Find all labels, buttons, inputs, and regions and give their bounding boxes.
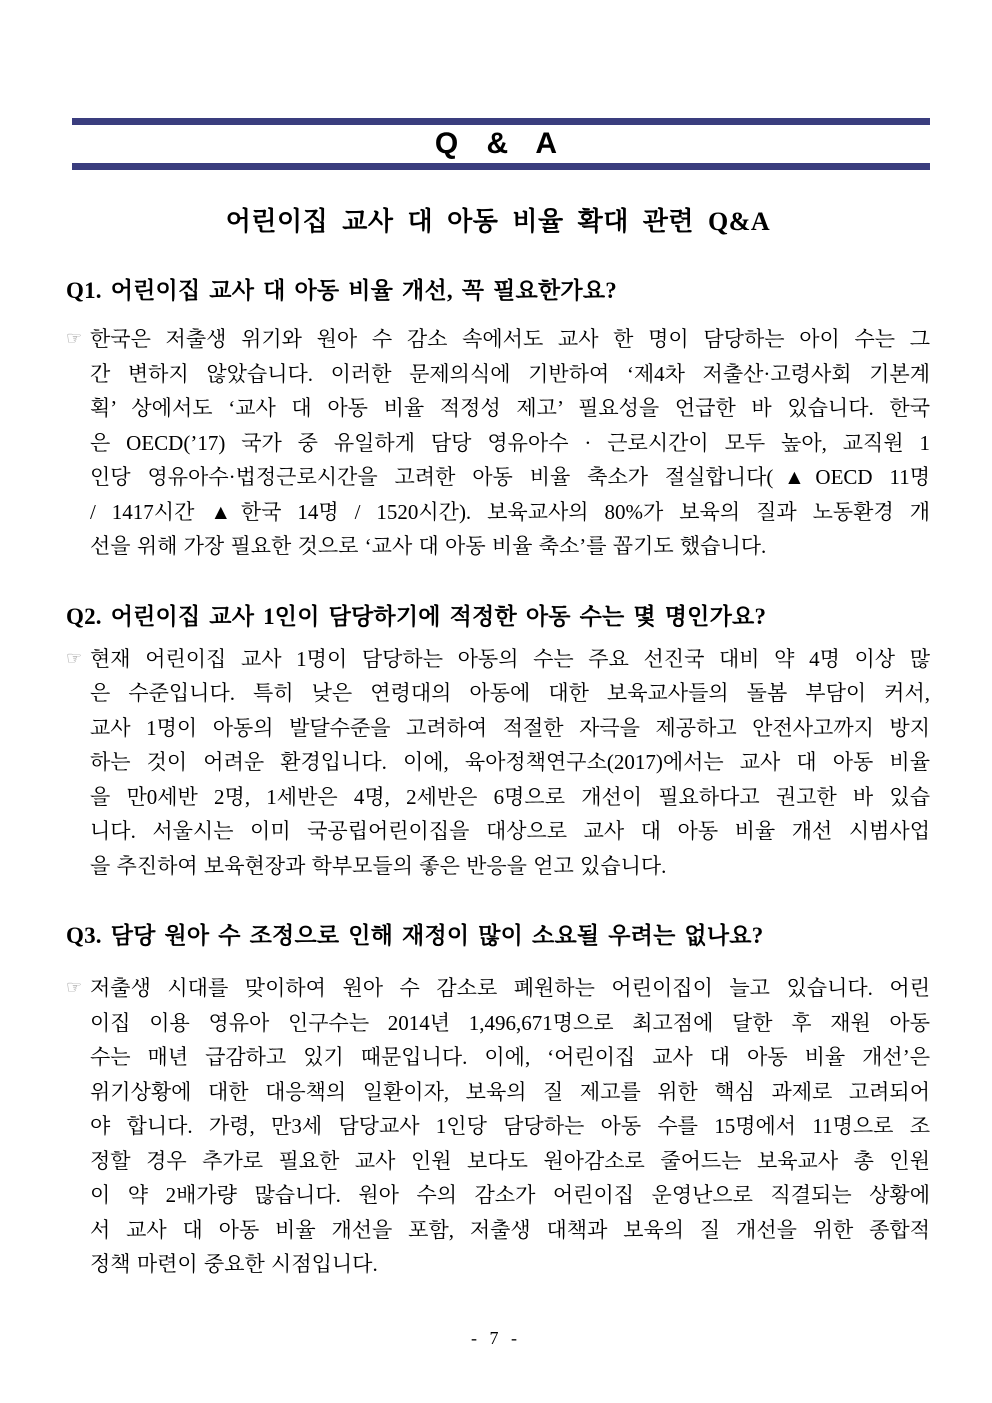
page-title: 어린이집 교사 대 아동 비율 확대 관련 Q&A	[225, 207, 771, 236]
pointing-hand-icon: ☞	[66, 647, 83, 669]
answer-line: 위기상황에 대한 대응책의 일환이자, 보육의 질 제고를 위한 핵심 과제로 고려되어	[90, 1079, 930, 1104]
answer-q3	[66, 971, 930, 1282]
answer-line: 은 수준입니다. 특히 낮은 연령대의 아동에 대한 보육교사들의 돌봄 부담이 커서,	[90, 681, 930, 705]
section-q2	[66, 602, 930, 884]
answer-line: 이집 이용 영유아 인구수는 2014년 1,496,671명으로 최고점에 달한 후 재원 아동	[90, 1010, 930, 1035]
answer-line: 야 합니다. 가령, 만3세 담당교사 1인당 담당하는 아동 수를 15명에서 11명으로 조	[90, 1114, 930, 1138]
answer-line: 니다. 서울시는 이미 국공립어린이집을 대상으로 교사 대 아동 비율 개선 시범사업	[90, 819, 930, 843]
answer-line: / 1417시간 ▲한국 14명 / 1520시간). 보육교사의 80%가 보육의 질과 노동환경 개	[90, 499, 930, 524]
answer-line: 현재 어린이집 교사 1명이 담당하는 아동의 수는 주요 선진국 대비 약 4명 이상 많	[90, 646, 930, 671]
qa-banner	[72, 118, 930, 170]
banner-bottom-rule	[72, 163, 930, 170]
answer-q2	[66, 642, 930, 884]
answer-line: 은 OECD(’17) 국가 중 유일하게 담당 영유아수 · 근로시간이 모두 높아, 교직원 1	[90, 430, 930, 455]
answer-line: 이 약 2배가량 많습니다. 원아 수의 감소가 어린이집 운영난으로 직결되는 상황에	[90, 1183, 930, 1207]
section-q1	[66, 276, 930, 564]
qa-banner-title: Q & A	[434, 127, 568, 160]
question-q3: Q3. 담당 원아 수 조정으로 인해 재정이 많이 소요될 우려는 없나요?	[66, 923, 764, 948]
answer-line: 한국은 저출생 위기와 원아 수 감소 속에서도 교사 한 명이 담당하는 아이 수는 그	[90, 327, 930, 351]
page-number: - 7 -	[471, 1328, 521, 1348]
answer-line: 정책 마련이 중요한 시점입니다.	[90, 1252, 378, 1276]
banner-top-rule	[72, 118, 930, 125]
answer-line: 하는 것이 어려운 환경입니다. 이에, 육아정책연구소(2017)에서는 교사 대 아동 비율	[90, 750, 930, 774]
pointing-hand-icon: ☞	[66, 328, 83, 349]
answer-q1	[66, 322, 930, 564]
answer-line: 교사 1명이 아동의 발달수준을 고려하여 적절한 자극을 제공하고 안전사고까지 방지	[90, 715, 930, 740]
pointing-hand-icon: ☞	[66, 977, 83, 998]
answer-line: 수는 매년 급감하고 있기 때문입니다. 이에, ‘어린이집 교사 대 아동 비율 개선’은	[90, 1045, 930, 1069]
answer-line: 간 변하지 않았습니다. 이러한 문제의식에 기반하여 ‘제4차 저출산·고령사회 기본계	[90, 361, 930, 386]
question-q2: Q2. 어린이집 교사 1인이 담당하기에 적정한 아동 수는 몇 명인가요?	[66, 603, 767, 629]
answer-line: 을 만0세반 2명, 1세반은 4명, 2세반은 6명으로 개선이 필요하다고 권고한 바 있습	[90, 784, 930, 809]
answer-q3-body	[90, 971, 930, 1282]
answer-line: 획’ 상에서도 ‘교사 대 아동 비율 적정성 제고’ 필요성을 언급한 바 있습니다. 한국	[90, 396, 930, 420]
question-q1: Q1. 어린이집 교사 대 아동 비율 개선, 꼭 필요한가요?	[66, 278, 617, 303]
answer-line: 선을 위해 가장 필요한 것으로 ‘교사 대 아동 비율 축소’를 꼽기도 했습니다.	[90, 534, 767, 558]
answer-line: 저출생 시대를 맞이하여 원아 수 감소로 폐원하는 어린이집이 늘고 있습니다. 어린	[90, 976, 930, 1000]
answer-line: 을 추진하여 보육현장과 학부모들의 좋은 반응을 얻고 있습니다.	[90, 853, 667, 878]
answer-line: 정할 경우 추가로 필요한 교사 인원 보다도 원아감소로 줄어드는 보육교사 총 인원	[90, 1148, 930, 1173]
answer-q2-body	[90, 642, 930, 884]
answer-q1-body	[90, 322, 930, 564]
answer-line: 서 교사 대 아동 비율 개선을 포함, 저출생 대책과 보육의 질 개선을 위한 종합적	[90, 1217, 930, 1242]
answer-line: 인당 영유아수·법정근로시간을 고려한 아동 비율 축소가 절실합니다(▲OECD 11명	[90, 465, 930, 489]
section-q3	[66, 921, 930, 1282]
